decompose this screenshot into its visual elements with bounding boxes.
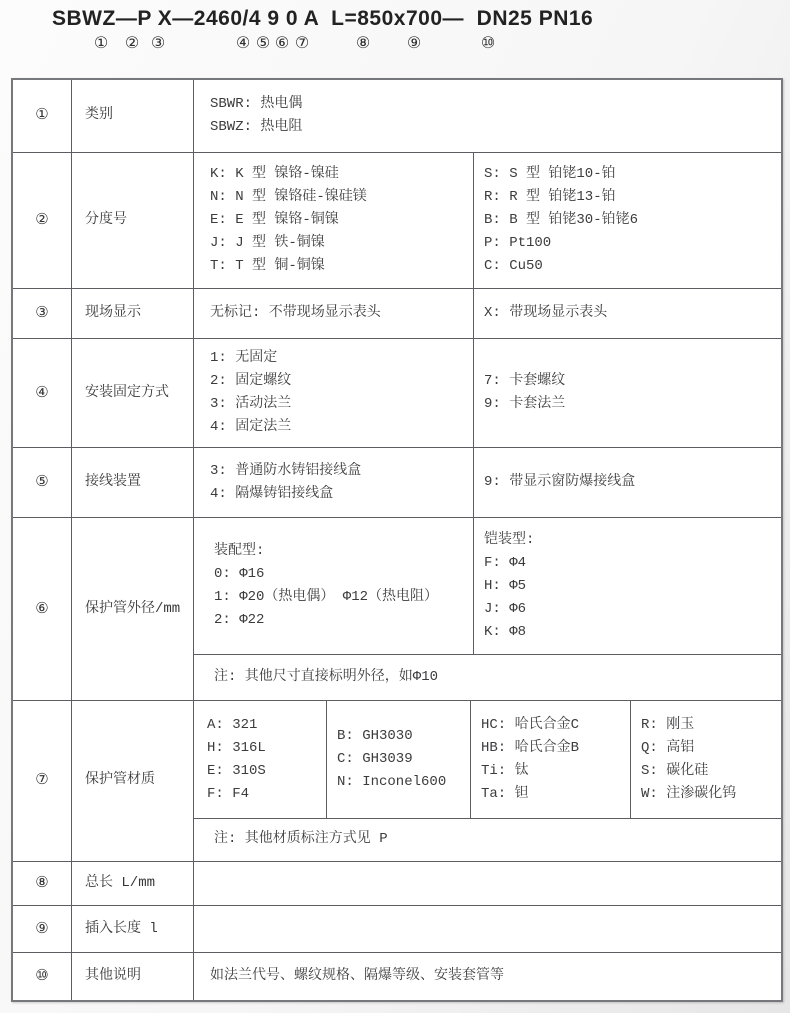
row-number: ⑦	[13, 701, 72, 860]
spec-line: 0: Φ16	[214, 566, 265, 583]
spec-line: 如法兰代号、螺纹规格、隔爆等级、安装套管等	[210, 968, 504, 985]
spec-group-title: 铠装型:	[484, 531, 535, 548]
spec-line: HB: 哈氏合金B	[481, 739, 580, 756]
spec-line: 2: 固定螺纹	[210, 373, 292, 390]
spec-line: E: 310S	[207, 762, 266, 779]
spec-line: F: F4	[207, 785, 250, 802]
marker-10: ⑩	[480, 33, 496, 52]
spec-line: R: 刚玉	[641, 716, 695, 733]
spec-line: Ta: 钽	[481, 785, 529, 802]
spec-line: C: GH3039	[337, 751, 413, 768]
table-row-display	[13, 289, 781, 339]
row-label: 类别	[72, 80, 194, 152]
row-label: 插入长度 l	[72, 906, 194, 952]
row-label: 接线装置	[72, 448, 194, 517]
row-label: 总长 L/mm	[72, 862, 194, 906]
row-number: ②	[13, 153, 72, 288]
row-label: 保护管材质	[72, 701, 194, 860]
spec-line: B: GH3030	[337, 728, 413, 745]
spec-line: H: Φ5	[484, 577, 527, 594]
spec-line: 1: 无固定	[210, 350, 278, 367]
spec-line: J: J 型 铁-铜镍	[210, 234, 325, 251]
spec-line: R: R 型 铂铑13-铂	[484, 188, 616, 205]
row-label: 其他说明	[72, 953, 194, 1000]
spec-line: X: 带现场显示表头	[484, 304, 608, 321]
row-label: 现场显示	[72, 289, 194, 338]
row-label: 保护管外径/mm	[72, 518, 194, 700]
row-number: ⑩	[13, 953, 72, 1000]
spec-line: 2: Φ22	[214, 612, 265, 629]
row-label: 分度号	[72, 153, 194, 288]
marker-6: ⑥	[274, 33, 290, 52]
spec-group-title: 装配型:	[214, 543, 265, 560]
spec-line: C: Cu50	[484, 257, 543, 274]
spec-line: B: B 型 铂铑30-铂铑6	[484, 211, 639, 228]
marker-7: ⑦	[294, 33, 310, 52]
table-row-insertion-length	[13, 906, 781, 953]
row-label: 安装固定方式	[72, 339, 194, 448]
marker-1: ①	[93, 33, 109, 52]
table-row-mounting	[13, 339, 781, 449]
spec-line: P: Pt100	[484, 234, 552, 251]
table-row-total-length	[13, 862, 781, 907]
marker-9: ⑨	[406, 33, 422, 52]
row-number: ⑥	[13, 518, 72, 700]
spec-line: E: E 型 镍铬-铜镍	[210, 211, 339, 228]
spec-line: 9: 带显示窗防爆接线盒	[484, 474, 636, 491]
spec-line: S: 碳化硅	[641, 762, 709, 779]
table-row-tube-material	[13, 701, 781, 861]
spec-line: N: N 型 镍铬硅-镍硅镁	[210, 188, 367, 205]
row-number: ⑧	[13, 862, 72, 906]
model-number-text: SBWZ—P X—2460/4 9 0 A L=850x700— DN25 PN16	[52, 7, 594, 30]
spec-line: HC: 哈氏合金C	[481, 716, 580, 733]
spec-line: SBWR: 热电偶	[210, 95, 303, 112]
spec-line: 无标记: 不带现场显示表头	[210, 304, 381, 321]
spec-note: 注: 其他尺寸直接标明外径，如Φ10	[214, 669, 439, 686]
spec-line: K: K 型 镍铬-镍硅	[210, 165, 339, 182]
spec-line: A: 321	[207, 716, 258, 733]
table-row-graduation	[13, 153, 781, 289]
spec-table	[11, 78, 783, 1002]
spec-line: SBWZ: 热电阻	[210, 118, 303, 135]
spec-line: W: 注渗碳化钨	[641, 785, 737, 802]
spec-note: 注: 其他材质标注方式见 P	[214, 831, 388, 848]
spec-line: 3: 普通防水铸铝接线盒	[210, 462, 362, 479]
spec-line: 3: 活动法兰	[210, 396, 292, 413]
spec-line: 9: 卡套法兰	[484, 396, 566, 413]
spec-line: N: Inconel600	[337, 774, 447, 791]
table-row-other-notes	[13, 953, 781, 1000]
row-number: ①	[13, 80, 72, 152]
spec-line: 4: 固定法兰	[210, 419, 292, 436]
marker-8: ⑧	[355, 33, 371, 52]
spec-line: 1: Φ20（热电偶） Φ12（热电阻）	[214, 589, 439, 606]
spec-line: Ti: 钛	[481, 762, 529, 779]
spec-line: J: Φ6	[484, 600, 527, 617]
row-number: ④	[13, 339, 72, 448]
marker-3: ③	[150, 33, 166, 52]
spec-line: T: T 型 铜-铜镍	[210, 257, 325, 274]
table-row-tube-diameter	[13, 518, 781, 701]
marker-5: ⑤	[255, 33, 271, 52]
spec-line: S: S 型 铂铑10-铂	[484, 165, 616, 182]
row-number: ⑨	[13, 906, 72, 952]
marker-4: ④	[235, 33, 251, 52]
table-row-junction-box	[13, 448, 781, 518]
spec-line: K: Φ8	[484, 623, 527, 640]
spec-line: 4: 隔爆铸铝接线盒	[210, 485, 334, 502]
row-number: ③	[13, 289, 72, 338]
table-row-category	[13, 80, 781, 153]
marker-2: ②	[124, 33, 140, 52]
row-number: ⑤	[13, 448, 72, 517]
spec-line: Q: 高铝	[641, 739, 695, 756]
spec-line: H: 316L	[207, 739, 266, 756]
spec-line: F: Φ4	[484, 554, 527, 571]
spec-line: 7: 卡套螺纹	[484, 373, 566, 390]
